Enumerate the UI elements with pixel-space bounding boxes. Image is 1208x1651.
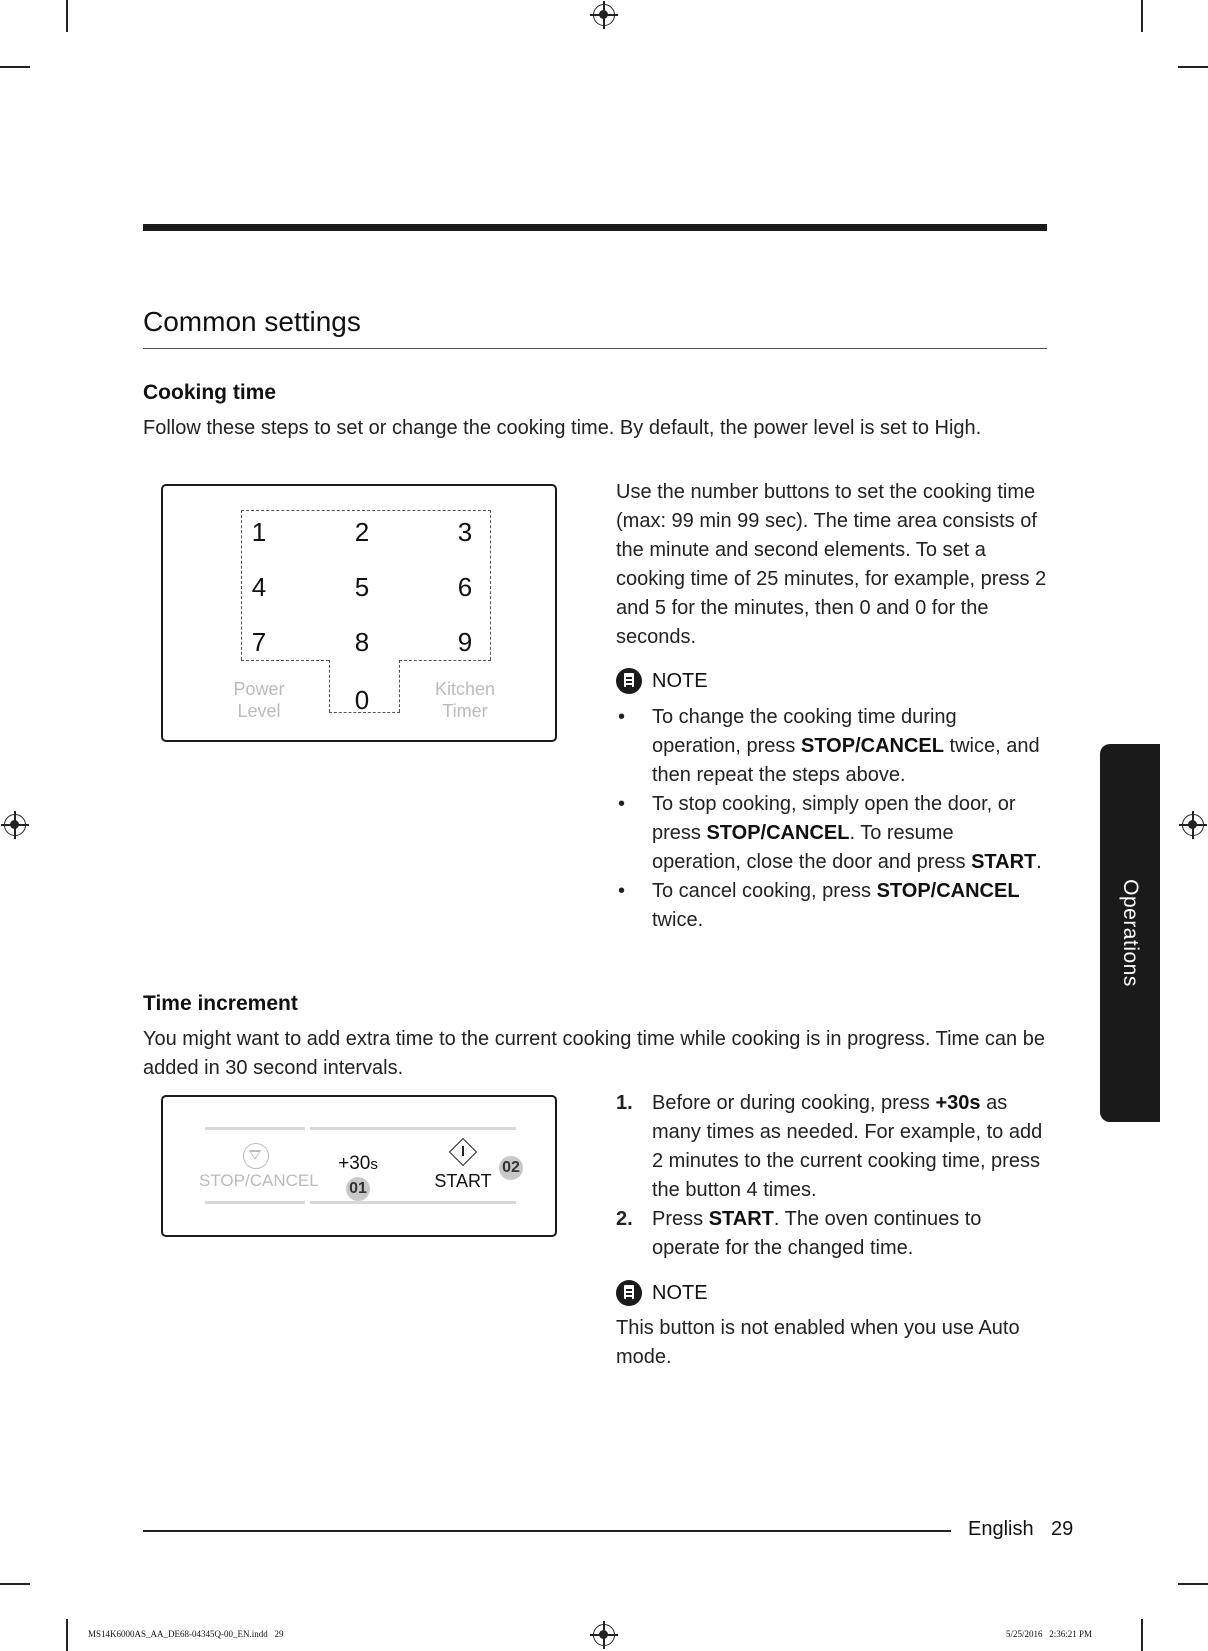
crop-mark [1141,0,1143,32]
list-item: • To change the cooking time during operation, press STOP/CANCEL twice, and then repeat the steps above. [616,703,1048,790]
keypad-panel [161,484,557,742]
list-item: • To stop cooking, simply open the door, or press STOP/CANCEL. To resume operation, close the door and press START. [616,790,1048,877]
key-3: 3 [457,517,473,547]
key-0: 0 [354,685,370,715]
control-panel [161,1095,557,1237]
key-8: 8 [354,627,370,657]
start-label: START [434,1171,492,1191]
footer-rule [143,1530,951,1532]
file-info: MS14K6000AS_AA_DE68-04345Q-00_EN.indd 29 [88,1629,284,1639]
note-icon [616,668,642,694]
note-heading: NOTE [616,1280,708,1306]
stop-cancel-label: STOP/CANCEL [199,1171,319,1190]
crop-mark [0,66,30,68]
registration-mark-icon [593,4,615,26]
side-tab [1100,744,1160,1122]
crop-mark [0,1583,30,1585]
key-9: 9 [457,627,473,657]
plus30s-label: +30s [338,1153,378,1174]
side-tab-label: Operations [1119,879,1142,987]
key-6: 6 [457,572,473,602]
list-item: 1. Before or during cooking, press +30s as many times as needed. For example, to add 2 minutes to the current cooking time, press the button 4 times. [616,1092,1043,1201]
key-1: 1 [251,517,267,547]
list-item: 2. Press START. The oven continues to operate for the changed time. [616,1208,982,1259]
cooking-time-notes [616,703,1048,935]
cooking-time-intro: Follow these steps to set or change the cooking time. By default, the power level is set to High. [143,417,982,439]
time-increment-note: This button is not enabled when you use Auto mode. [616,1317,1020,1368]
note-icon [616,1280,642,1306]
time-increment-heading: Time increment [143,992,298,1015]
crop-mark [66,1619,68,1651]
registration-mark-icon [593,1624,615,1646]
note-heading: NOTE [616,668,708,694]
list-item: • To cancel cooking, press STOP/CANCEL twice. [616,877,1048,935]
crop-mark [1178,1583,1208,1585]
power-level-label: Power Level [233,679,285,721]
cooking-time-description: Use the number buttons to set the cooking time (max: 99 min 99 sec). The time area consists of the minute and second elements. To set a cooking time of 25 minutes, for example, press 2 and 5 for the minutes, then 0 and 0 for the seconds. [616,481,1047,648]
date-info: 5/25/2016 2:36:21 PM [1006,1629,1093,1639]
crop-mark [66,0,68,32]
time-increment-intro: You might want to add extra time to the current cooking time while cooking is in progress. Time can be added in 30 second intervals. [143,1028,1045,1079]
crop-mark [1141,1619,1143,1651]
time-increment-steps [616,1089,1048,1263]
page-number: 29 [1051,1518,1074,1540]
registration-mark-icon [1182,814,1204,836]
badge-02: 02 [499,1156,523,1180]
section-title: Common settings [143,306,361,337]
crop-mark [1178,66,1208,68]
title-rule [143,348,1047,349]
top-rule [143,224,1047,231]
key-5: 5 [354,572,370,602]
key-2: 2 [354,517,370,547]
stop-cancel-icon [243,1143,269,1169]
cooking-time-heading: Cooking time [143,381,277,404]
badge-01: 01 [346,1177,370,1201]
footer-language: English [968,1518,1034,1540]
key-4: 4 [251,572,267,602]
kitchen-timer-label: Kitchen Timer [434,679,496,721]
key-7: 7 [251,627,267,657]
registration-mark-icon [4,814,26,836]
